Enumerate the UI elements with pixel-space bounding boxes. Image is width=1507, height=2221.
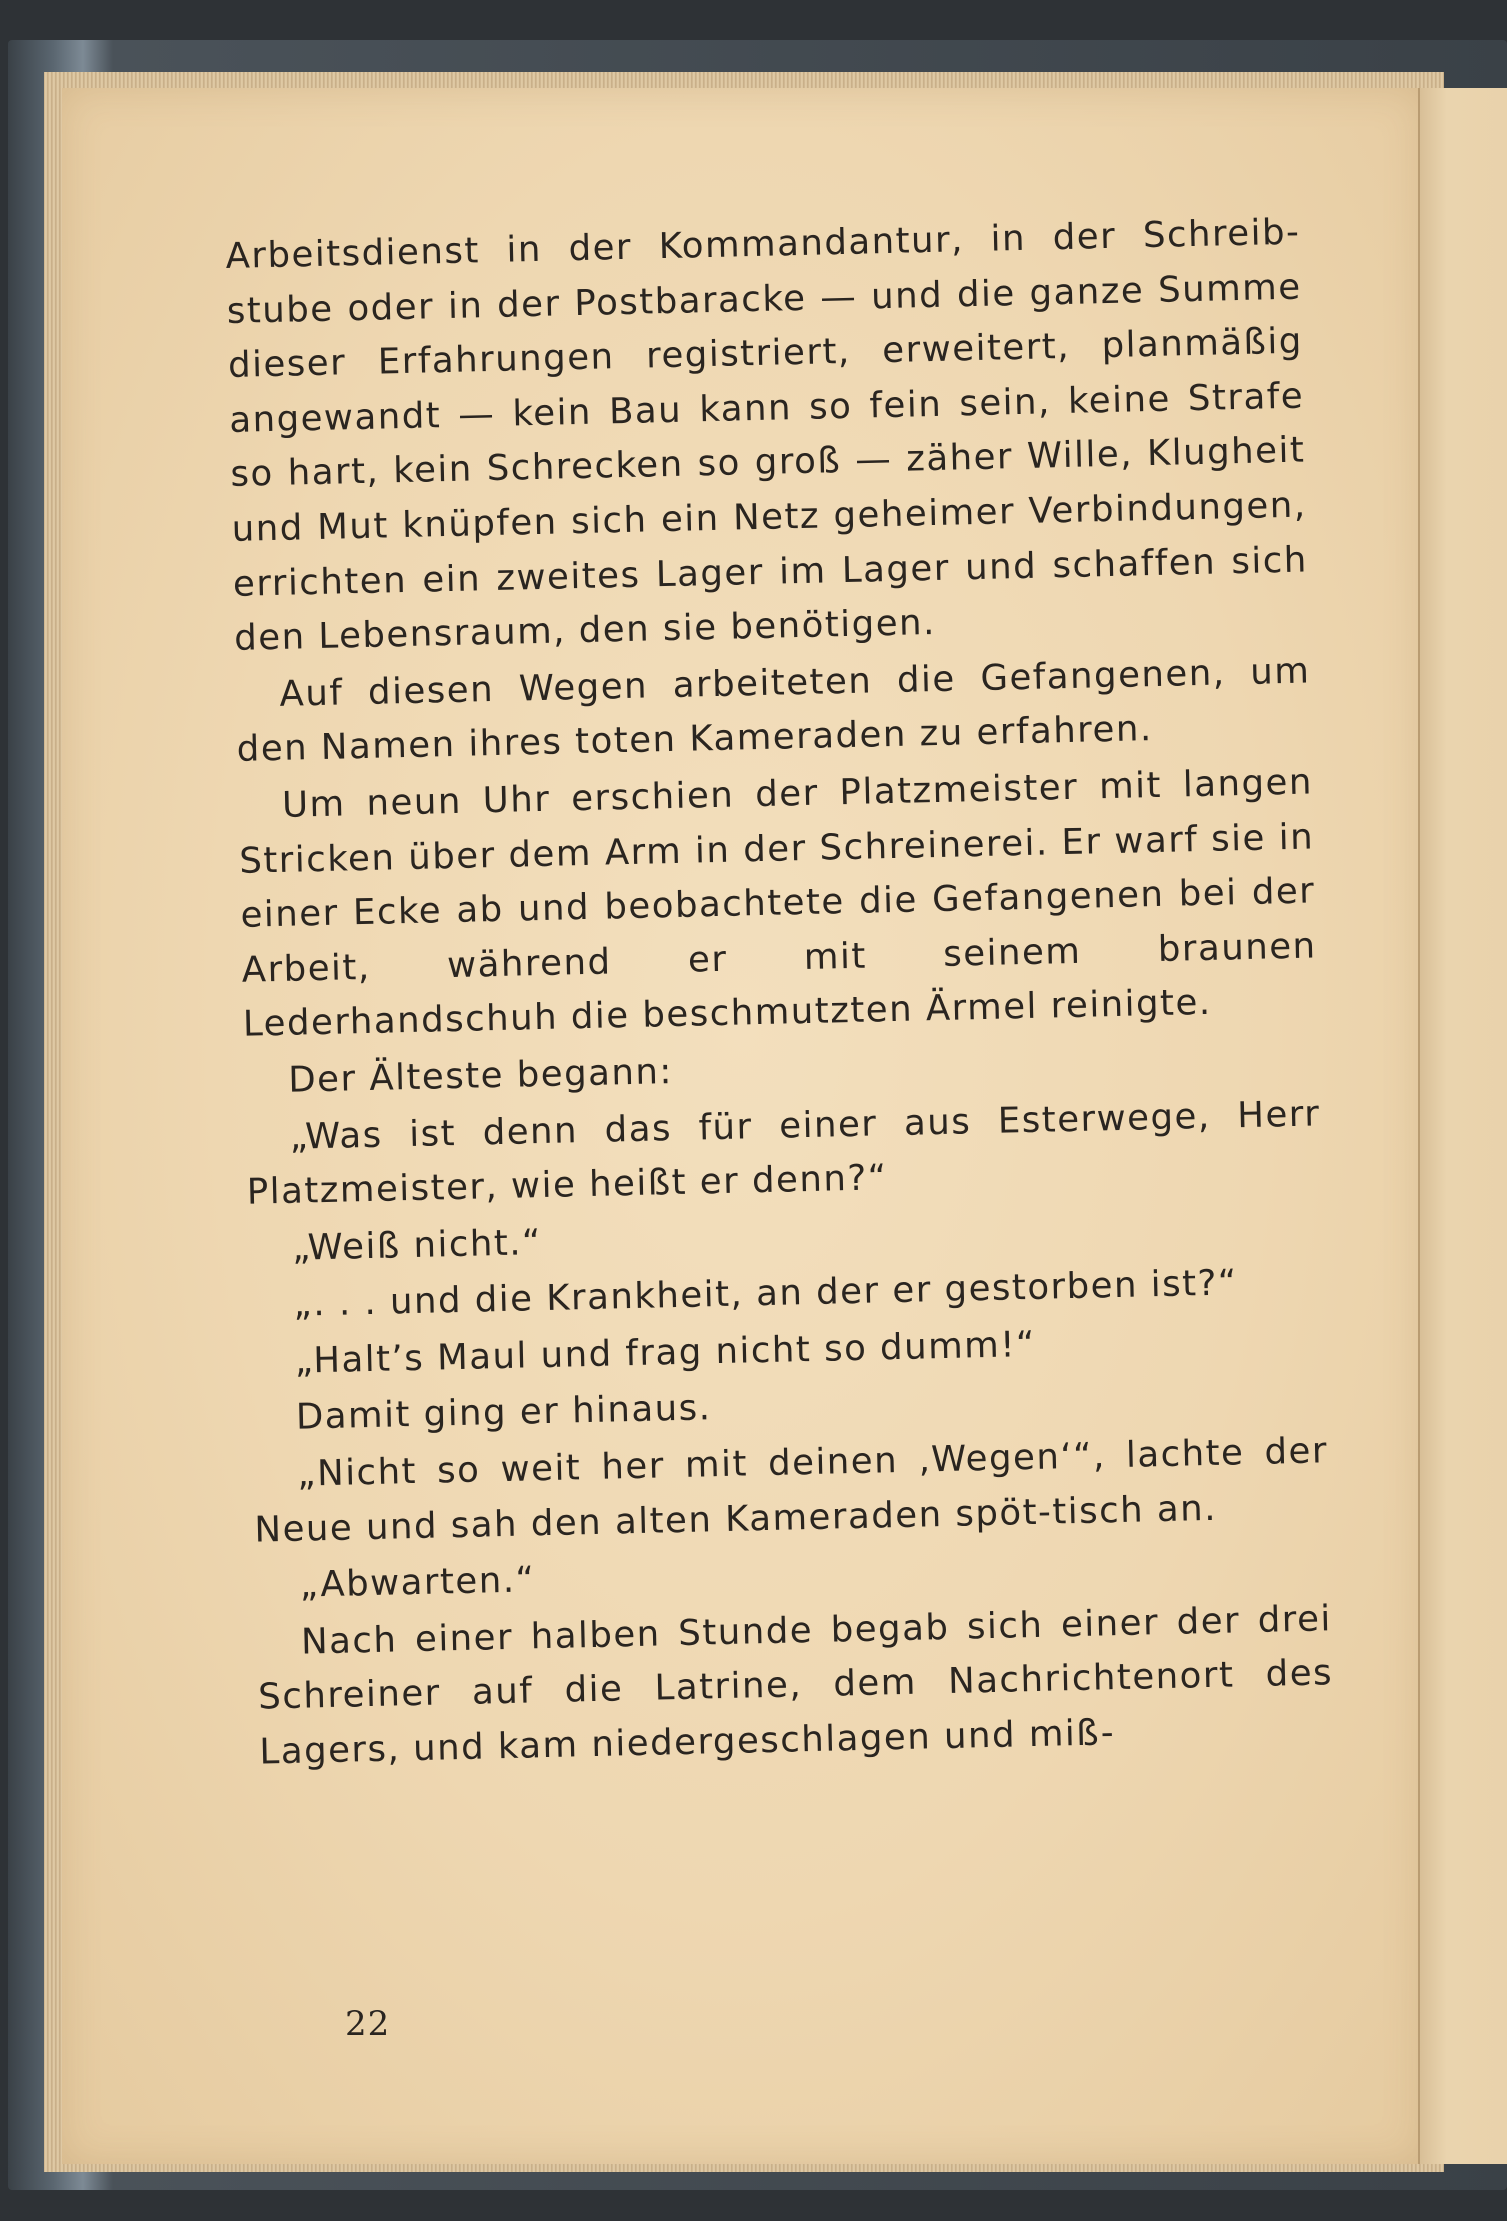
paragraph: „Was ist denn das für einer aus Esterwege, Herr Platzmeister, wie heißt er denn?“ bbox=[246, 1092, 1321, 1213]
paragraph: „Nicht so weit her mit deinen ‚Wegen‘“, lachte der Neue und sah den alten Kameraden spöt-tisch an. bbox=[254, 1430, 1329, 1551]
paragraph: Der Älteste begann: bbox=[287, 1050, 674, 1101]
body-text bbox=[225, 206, 1335, 1781]
paragraph: Nach einer halben Stunde begab sich einer der drei Schreiner auf die Latrine, dem Nachrichtenort des Lagers, und kam niedergeschlagen und miß- bbox=[257, 1598, 1334, 1773]
paragraph: Um neun Uhr erschien der Platzmeister mit langen Stricken über dem Arm in der Schreinerei. Er warf sie in einer Ecke ab und beobachtete die Gefangenen bei der Arbeit, während er mit seinem braunen Lederhandschuh die beschmutzten Ärmel reinigte. bbox=[238, 761, 1317, 1046]
paragraph: Damit ging er hinaus. bbox=[295, 1387, 712, 1439]
next-page-edge bbox=[1418, 88, 1507, 2164]
paragraph: „. . . und die Krankheit, an der er gestorben ist?“ bbox=[292, 1262, 1239, 1326]
paragraph: „Halt’s Maul und frag nicht so dumm!“ bbox=[294, 1323, 1037, 1382]
paragraph: „Weiß nicht.“ bbox=[291, 1221, 543, 1269]
paragraph: „Abwarten.“ bbox=[299, 1559, 536, 1606]
paragraph: Arbeitsdienst in der Kommandantur, in der Schreib-stube oder in der Postbaracke — und die ganze Summe dieser Erfahrungen registriert, erweitert, planmäßig angewandt — kein Bau kann so fein sein, keine Strafe so hart, kein Schrecken so groß — zäher Wille, Klugheit und Mut knüpfen sich ein Netz geheimer Verbindungen, errichten ein zweites Lager im Lager und schaffen sich den Lebensraum, den sie benötigen. bbox=[225, 211, 1309, 660]
paragraph: Auf diesen Wegen arbeiteten die Gefangenen, um den Namen ihres toten Kameraden zu erfahren. bbox=[236, 650, 1311, 771]
page-number: 22 bbox=[345, 2004, 391, 2044]
